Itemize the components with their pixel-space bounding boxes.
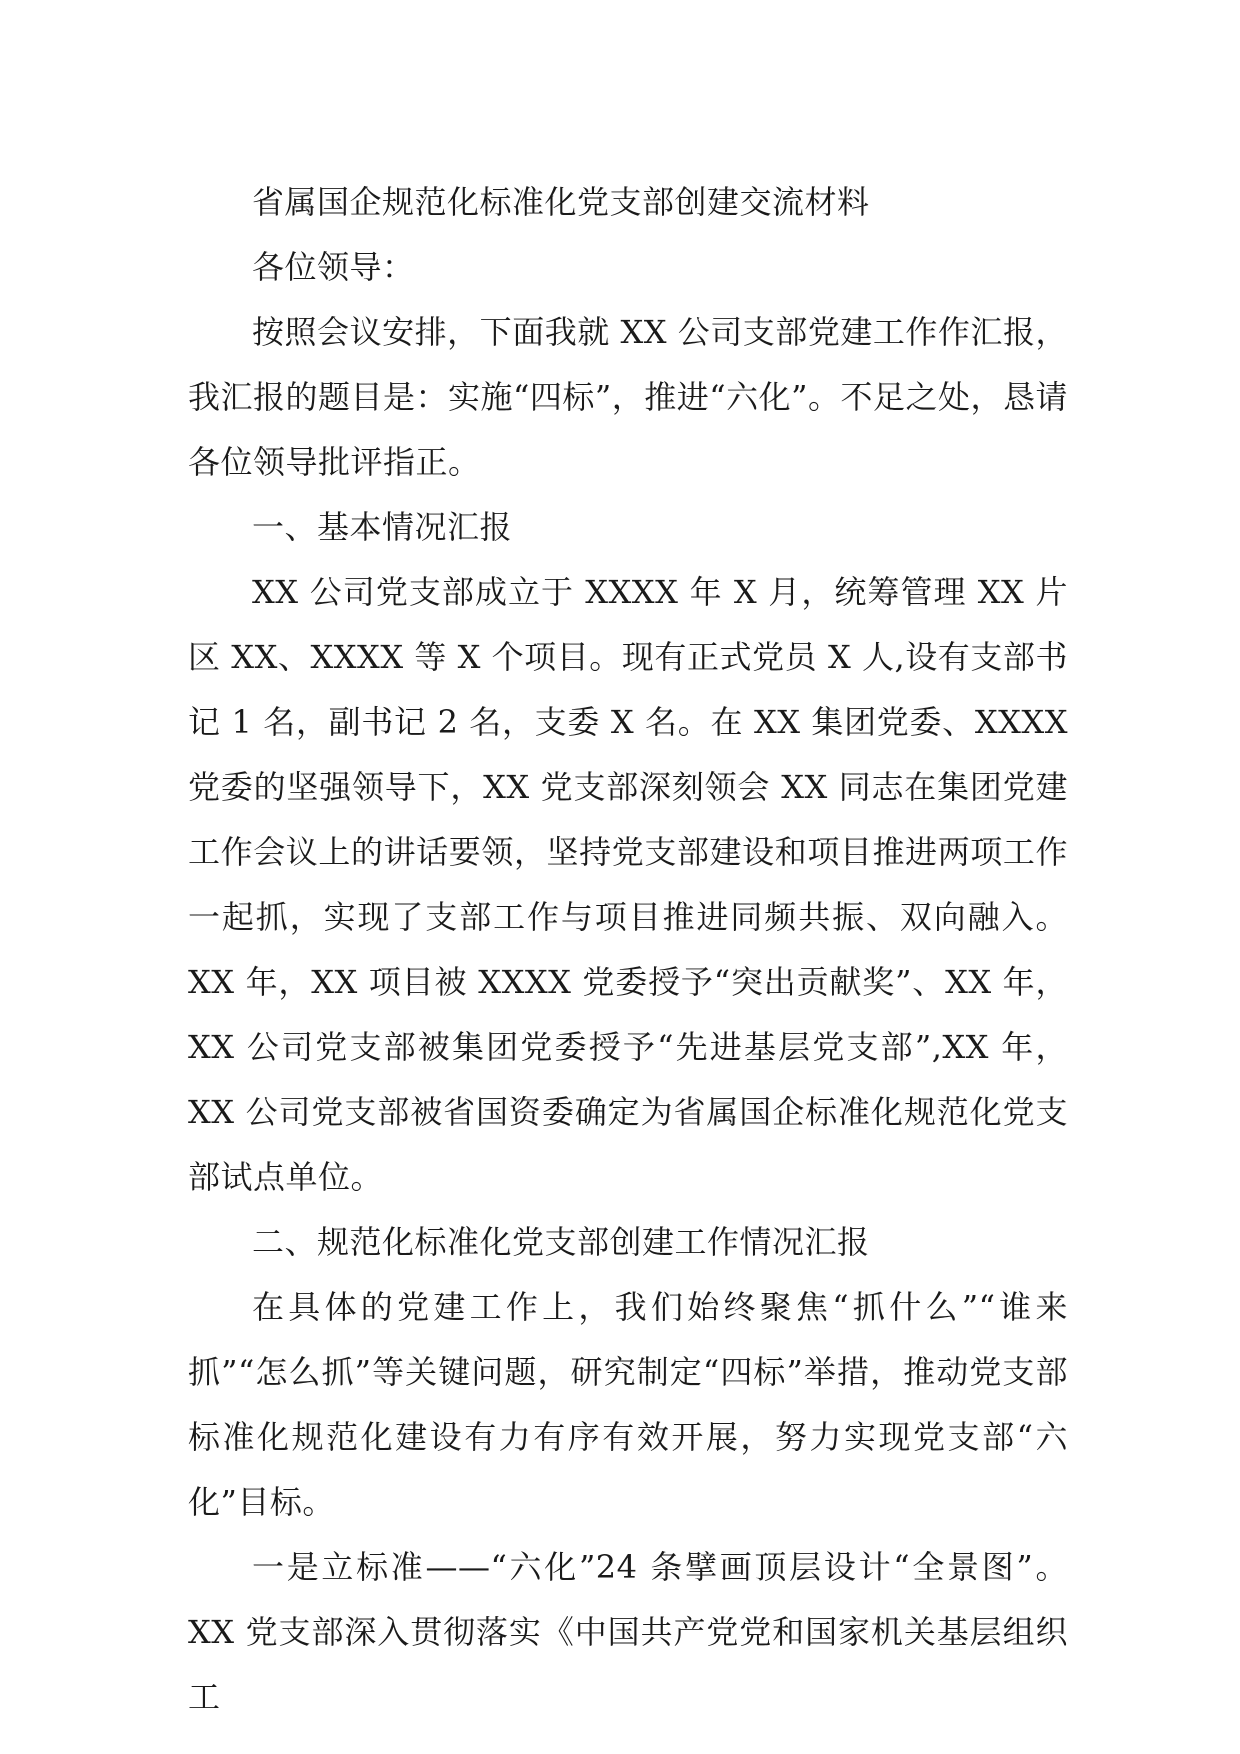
paragraph-basic-info: XX 公司党支部成立于 XXXX 年 X 月，统筹管理 XX 片区 XX、XXXX 等 X 个项目。现有正式党员 X 人,设有支部书记 1 名，副书记 2 名，支委 X 名。在 XX 集团党委、XXXX 党委的坚强领导下，XX 党支部深刻领会 XX 同志在集团党建工作会议上的讲话要领，坚持党支部建设和项目推进两项工作一起抓，实现了支部工作与项目推进同频共振、双向融入。XX 年，XX 项目被 XXXX 党委授予“突出贡献奖”、XX 年，XX 公司党支部被集团党委授予“先进基层党支部”,XX 年，XX 公司党支部被省国资委确定为省属国企标准化规范化党支部试点单位。 xyxy=(188,573,1068,1196)
paragraph-work-focus: 在具体的党建工作上，我们始终聚焦“抓什么”“谁来抓”“怎么抓”等关键问题，研究制定“四标”举措，推动党支部标准化规范化建设有力有序有效开展，努力实现党支部“六化”目标。 xyxy=(188,1288,1068,1521)
paragraph-intro: 按照会议安排，下面我就 XX 公司支部党建工作作汇报，我汇报的题目是：实施“四标”，推进“六化”。不足之处，恳请各位领导批评指正。 xyxy=(188,313,1068,481)
paragraph-standards: 一是立标准——“六化”24 条擘画顶层设计“全景图”。XX 党支部深入贯彻落实《中国共产党党和国家机关基层组织工 xyxy=(188,1548,1068,1716)
document-body xyxy=(188,170,1068,1730)
greeting: 各位领导： xyxy=(252,248,415,286)
document-title: 省属国企规范化标准化党支部创建交流材料 xyxy=(252,183,870,221)
section-heading-2: 二、规范化标准化党支部创建工作情况汇报 xyxy=(252,1223,870,1261)
section-heading-1: 一、基本情况汇报 xyxy=(252,508,513,546)
